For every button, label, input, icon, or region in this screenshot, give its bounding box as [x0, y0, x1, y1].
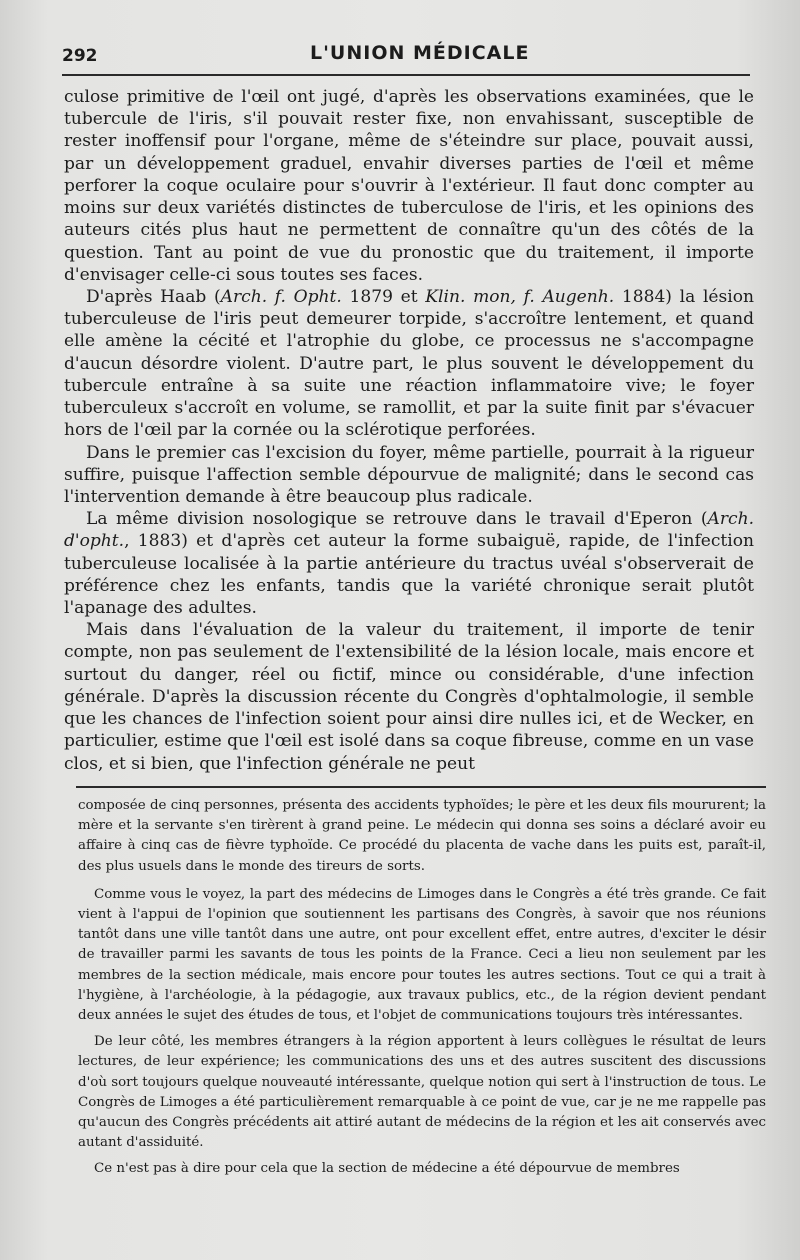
paragraph: La même division nosologique se retrouve dans le travail d'Eperon (Arch. d'opht., 1883) et d'après cet auteur la forme subaiguë, rapide, de l'infection tuberculeuse localisée à la partie antérieure du tractus uvéal s'observerait de préférence chez les enfants, tandis que la variété chronique serait plutôt l'apanage des adultes.: [64, 509, 754, 619]
page-header: [62, 40, 750, 76]
paragraph: Mais dans l'évaluation de la valeur du traitement, il importe de tenir compte, non pas seulement de l'extensibilité de la lésion locale, mais encore et surtout du danger, réel ou fictif, mince ou considérable, d'une infection générale. D'après la discussion récente du Congrès d'ophtalmologie, il semble que les chances de l'infection soient pour ainsi dire nulles ici, et de Wecker, en particulier, estime que l'œil est isolé dans sa coque fibreuse, comme en un vase clos, et si bien, que l'infection générale ne peut: [64, 620, 754, 774]
footnote-paragraph: composée de cinq personnes, présenta des accidents typhoïdes; le père et les deux fils moururent; la mère et la servante s'en tirèrent à grand peine. Le médecin qui donna ses soins a déclaré avoir eu affaire à cinq cas de fièvre typhoïde. Ce procédé du placenta de vache dans les puits est, paraît-il, des plus usuels dans le monde des tireurs de sorts.: [78, 798, 766, 874]
paragraph: D'après Haab (Arch. f. Opht. 1879 et Klin. mon, f. Augenh. 1884) la lésion tuberculeuse de l'iris peut demeurer torpide, s'accroître lentement, et quand elle amène la cécité et l'atrophie du globe, ce processus ne s'accompagne d'aucun désordre violent. D'autre part, le plus souvent le développement du tubercule entraîne à sa suite une réaction inflammatoire vive; le foyer tuberculeux s'accroît en volume, se ramollit, et par la suite finit par s'évacuer hors de l'œil par la cornée ou la sclérotique perforées.: [64, 286, 755, 441]
footnote-paragraph: Comme vous le voyez, la part des médecins de Limoges dans le Congrès a été très grande. Ce fait vient à l'appui de l'opinion que soutiennent les partisans des Congrès, à savoir que nos réunions tantôt dans une ville tantôt dans une autre, ont pour excellent effet, entre autres, d'exciter le désir de travailler parmi les savants de tous les points de la France. Ceci a lieu non seulement par les membres de la section médicale, mais encore pour toutes les autres sections. Tout ce qui a trait à l'hygiène, à l'archéologie, à la pédagogie, aux travaux publics, etc., de la région devient pendant deux années le sujet des études de tous, et l'objet de communications toujours très intéressantes.: [78, 886, 766, 1024]
page-number: 292: [62, 46, 98, 66]
footnote-paragraph: Ce n'est pas à dire pour cela que la section de médecine a été dépourvue de membres: [94, 1161, 680, 1177]
paragraph: Dans le premier cas l'excision du foyer, même partielle, pourrait à la rigueur suffire, puisque l'affection semble dépourvue de malignité; dans le second cas l'intervention demande à être beaucoup plus radicale.: [64, 442, 754, 507]
footnotes: [78, 796, 766, 1180]
running-title: L'UNION MÉDICALE: [310, 42, 530, 64]
main-text: [64, 86, 754, 775]
footnote-divider: [76, 786, 766, 788]
paragraph: culose primitive de l'œil ont jugé, d'après les observations examinées, que le tubercule de l'iris, s'il pouvait rester fixe, non envahissant, susceptible de rester inoffensif pour l'organe, même de s'éteindre sur place, pouvait aussi, par un développement graduel, envahir diverses parties de l'œil et même perforer la coque oculaire pour s'ouvrir à l'extérieur. Il faut donc compter au moins sur deux variétés distinctes de tuberculose de l'iris, et les opinions des auteurs cités plus haut ne permettent de connaître qu'un des côtés de la question. Tant au point de vue du pronostic que du traitement, il importe d'envisager celle-ci sous toutes ses faces.: [64, 87, 754, 285]
footnote-paragraph: De leur côté, les membres étrangers à la région apportent à leurs collègues le résultat de leurs lectures, de leur expérience; les communications des uns et des autres suscitent des discussions d'où sort toujours quelque nouveauté intéressante, quelque notion qui sert à l'instruction de tous. Le Congrès de Limoges a été particulièrement remarquable à ce point de vue, car je ne me rappelle pas qu'aucun des Congrès précédents ait attiré autant de médecins de la région et les ait conservés avec autant d'assiduité.: [78, 1034, 766, 1151]
